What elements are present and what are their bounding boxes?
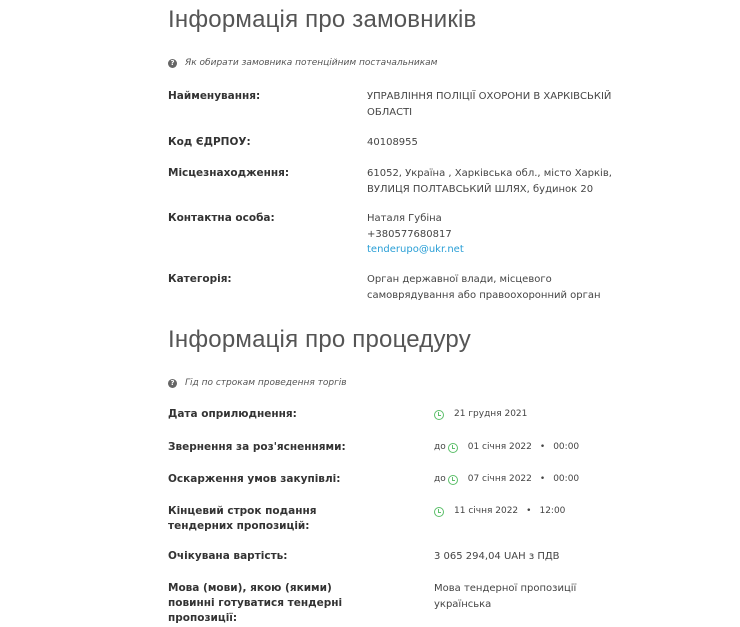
field-label: Очікувана вартість: (168, 550, 288, 562)
field-label: Місцезнаходження: (168, 167, 290, 179)
customer-hint-link[interactable] (168, 58, 437, 68)
contact-name: Наталя Губіна (367, 213, 442, 224)
field-label: Кінцевий строк подання тендерних пропозицій: (168, 505, 317, 532)
field-value (434, 440, 579, 456)
time-text: 00:00 (553, 474, 580, 484)
customer-section-title: Інформація про замовників (168, 6, 477, 33)
field-label: Найменування: (168, 90, 261, 102)
field-value (367, 166, 627, 197)
question-icon: ? (168, 379, 177, 388)
field-label: Код ЄДРПОУ: (168, 136, 251, 148)
clock-icon (434, 410, 444, 420)
field-value (367, 89, 627, 120)
date-value (434, 407, 527, 423)
date-text: 11 січня 2022 (454, 506, 519, 516)
value-line: 40108955 (367, 137, 418, 148)
field-value (367, 272, 627, 303)
contact-email-link[interactable]: tenderupo@ukr.net (367, 244, 464, 255)
question-icon: ? (168, 59, 177, 68)
value-line: Мова тендерної пропозиції (434, 583, 577, 594)
date-value (434, 472, 579, 488)
until-prefix: до (434, 442, 446, 452)
value-line: Орган державної влади, місцевого (367, 274, 552, 285)
field-value (434, 581, 634, 612)
field-value (434, 472, 579, 488)
value-line: 61052, Україна , Харківська обл., місто Харків, (367, 168, 612, 179)
date-value (434, 504, 565, 520)
value-line: ОБЛАСТІ (367, 106, 413, 118)
clock-icon (448, 475, 458, 485)
field-value (367, 135, 627, 151)
clock-icon (434, 507, 444, 517)
field-label: Оскарження умов закупівлі: (168, 473, 341, 485)
field-value (434, 407, 527, 423)
value-line: ВУЛИЦЯ ПОЛТАВСЬКИЙ ШЛЯХ, будинок 20 (367, 183, 594, 195)
separator: • (539, 474, 546, 484)
field-value: 3 065 294,04 UAH з ПДВ (434, 551, 560, 562)
field-label: Категорія: (168, 273, 232, 285)
field-label: Дата оприлюднення: (168, 408, 297, 420)
customer-hint-text: Як обирати замовника потенційним постачальникам (185, 58, 438, 68)
date-value (434, 440, 579, 456)
date-text: 01 січня 2022 (467, 442, 532, 452)
value-line: українська (434, 598, 492, 610)
contact-phone: +380577680817 (367, 228, 452, 240)
field-value (434, 504, 565, 520)
procedure-hint-text: Гід по строкам проведення торгів (185, 378, 347, 388)
field-value (367, 211, 627, 258)
field-label: Мова (мови), якою (якими) повинні готуватися тендерні пропозиції: (168, 582, 343, 624)
value-line: УПРАВЛІННЯ ПОЛІЦІЇ ОХОРОНИ В ХАРКІВСЬКІЙ (367, 91, 612, 102)
procedure-section-title: Інформація про процедуру (168, 326, 471, 353)
time-text: 00:00 (553, 442, 580, 452)
until-prefix: до (434, 474, 446, 484)
date-text: 21 грудня 2021 (454, 409, 528, 419)
value-line: самоврядування або правоохоронний орган (367, 289, 601, 301)
field-label: Контактна особа: (168, 212, 275, 224)
procedure-hint-link[interactable] (168, 378, 347, 388)
clock-icon (448, 443, 458, 453)
separator: • (526, 506, 532, 516)
separator: • (539, 442, 546, 452)
time-text: 12:00 (539, 506, 566, 516)
date-text: 07 січня 2022 (467, 474, 532, 484)
field-label: Звернення за роз'ясненнями: (168, 441, 346, 453)
